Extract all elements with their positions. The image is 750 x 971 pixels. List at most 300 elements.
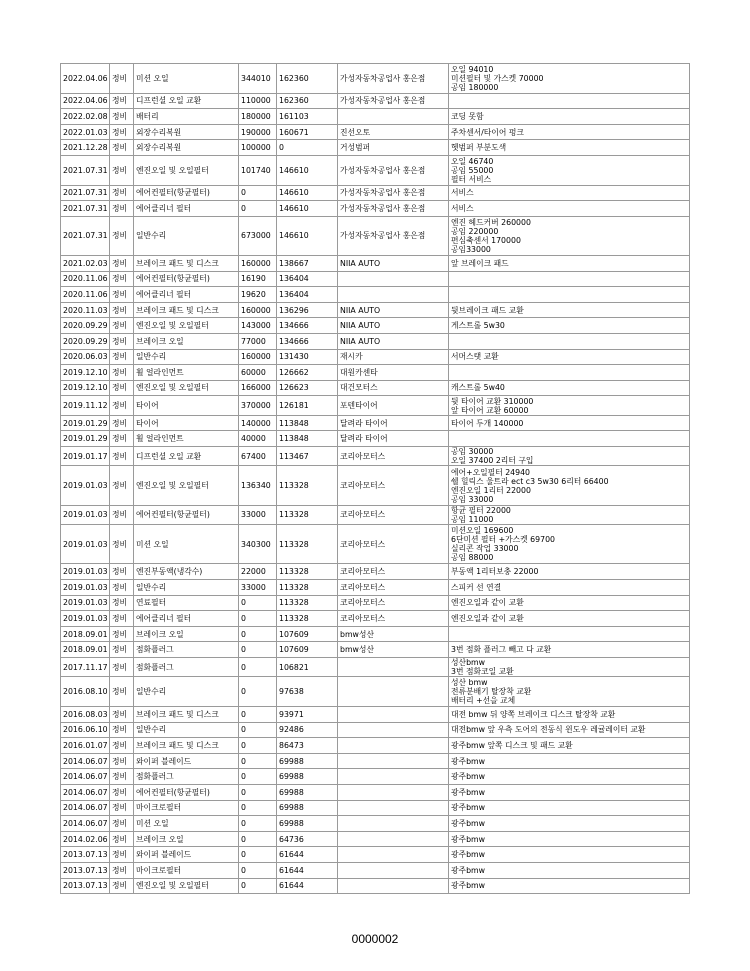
cell-item: 일반수리 xyxy=(134,216,239,255)
cell-cost: 0 xyxy=(239,878,277,894)
table-row xyxy=(61,525,690,564)
cell-date: 2020.06.03 xyxy=(61,349,110,365)
table-row xyxy=(61,878,690,894)
cell-km: 113848 xyxy=(277,431,338,447)
cell-shop: 가성자동차공업사 홍은점 xyxy=(338,185,449,201)
cell-date: 2019.01.03 xyxy=(61,579,110,595)
cell-type: 정비 xyxy=(110,302,134,318)
cell-cost: 0 xyxy=(239,595,277,611)
cell-cost: 0 xyxy=(239,862,277,878)
cell-type: 정비 xyxy=(110,415,134,431)
cell-cost: 0 xyxy=(239,677,277,707)
cell-km: 86473 xyxy=(277,738,338,754)
table-row xyxy=(61,738,690,754)
cell-note xyxy=(449,287,690,303)
cell-note: 코딩 못함 xyxy=(449,109,690,125)
cell-date: 2016.01.07 xyxy=(61,738,110,754)
cell-item: 엔진오일 및 오일필터 xyxy=(134,318,239,334)
table-row xyxy=(61,505,690,525)
cell-cost: 370000 xyxy=(239,396,277,416)
table-row xyxy=(61,431,690,447)
cell-item: 엔진오일 및 오일필터 xyxy=(134,878,239,894)
table-row xyxy=(61,769,690,785)
cell-item: 에어클리너 필터 xyxy=(134,201,239,217)
cell-cost: 60000 xyxy=(239,365,277,381)
cell-cost: 67400 xyxy=(239,446,277,466)
cell-date: 2019.11.12 xyxy=(61,396,110,416)
cell-date: 2022.04.06 xyxy=(61,64,110,94)
table-row xyxy=(61,722,690,738)
table-row xyxy=(61,396,690,416)
cell-type: 정비 xyxy=(110,642,134,658)
table-row xyxy=(61,466,690,505)
cell-shop: 코리아모터스 xyxy=(338,525,449,564)
cell-cost: 0 xyxy=(239,707,277,723)
cell-note: 광주bmw xyxy=(449,753,690,769)
cell-shop: 가성자동차공업사 홍은점 xyxy=(338,64,449,94)
cell-cost: 0 xyxy=(239,657,277,677)
cell-date: 2019.01.03 xyxy=(61,466,110,505)
cell-km: 69988 xyxy=(277,769,338,785)
cell-date: 2019.01.03 xyxy=(61,595,110,611)
cell-item: 점화플러그 xyxy=(134,657,239,677)
cell-cost: 0 xyxy=(239,642,277,658)
cell-date: 2020.09.29 xyxy=(61,318,110,334)
cell-item: 브레이크 패드 및 디스크 xyxy=(134,255,239,271)
cell-date: 2014.06.07 xyxy=(61,784,110,800)
cell-shop: NIIA AUTO xyxy=(338,318,449,334)
cell-km: 113328 xyxy=(277,525,338,564)
cell-shop xyxy=(338,657,449,677)
cell-km: 126623 xyxy=(277,380,338,396)
cell-type: 정비 xyxy=(110,380,134,396)
cell-shop xyxy=(338,287,449,303)
cell-item: 타이어 xyxy=(134,396,239,416)
cell-shop: bmw성산 xyxy=(338,642,449,658)
cell-item: 일반수리 xyxy=(134,349,239,365)
cell-note: 성산 bmw 전류분배기 탈장착 교환 배터리 +선을 교체 xyxy=(449,677,690,707)
cell-km: 69988 xyxy=(277,753,338,769)
cell-note: 공임 30000 오일 37400 2리터 구입 xyxy=(449,446,690,466)
cell-type: 정비 xyxy=(110,287,134,303)
cell-item: 연료필터 xyxy=(134,595,239,611)
cell-type: 정비 xyxy=(110,140,134,156)
table-row xyxy=(61,302,690,318)
cell-cost: 19620 xyxy=(239,287,277,303)
table-row xyxy=(61,862,690,878)
cell-date: 2019.01.29 xyxy=(61,415,110,431)
cell-item: 미션 오일 xyxy=(134,525,239,564)
cell-cost: 100000 xyxy=(239,140,277,156)
table-row xyxy=(61,349,690,365)
cell-type: 정비 xyxy=(110,185,134,201)
cell-km: 61644 xyxy=(277,878,338,894)
table-row xyxy=(61,564,690,580)
cell-note: 타이어 두개 140000 xyxy=(449,415,690,431)
cell-note: 오일 94010 미션필터 및 가스켓 70000 공임 180000 xyxy=(449,64,690,94)
cell-type: 정비 xyxy=(110,816,134,832)
cell-km: 97638 xyxy=(277,677,338,707)
cell-km: 161103 xyxy=(277,109,338,125)
cell-item: 점화플러그 xyxy=(134,642,239,658)
cell-date: 2020.11.06 xyxy=(61,287,110,303)
cell-cost: 0 xyxy=(239,800,277,816)
cell-type: 정비 xyxy=(110,93,134,109)
cell-shop: 포텐타이어 xyxy=(338,396,449,416)
cell-date: 2022.01.03 xyxy=(61,124,110,140)
cell-date: 2021.07.31 xyxy=(61,201,110,217)
cell-type: 정비 xyxy=(110,216,134,255)
cell-shop xyxy=(338,753,449,769)
cell-shop: 대원카센타 xyxy=(338,365,449,381)
cell-date: 2019.01.03 xyxy=(61,611,110,627)
cell-date: 2014.06.07 xyxy=(61,816,110,832)
cell-type: 정비 xyxy=(110,155,134,185)
cell-cost: 143000 xyxy=(239,318,277,334)
cell-shop: 가성자동차공업사 홍은점 xyxy=(338,155,449,185)
cell-type: 정비 xyxy=(110,64,134,94)
cell-date: 2014.02.06 xyxy=(61,831,110,847)
cell-type: 정비 xyxy=(110,124,134,140)
cell-date: 2019.01.03 xyxy=(61,525,110,564)
table-row xyxy=(61,255,690,271)
maintenance-log-body xyxy=(61,64,690,894)
cell-date: 2013.07.13 xyxy=(61,878,110,894)
cell-note: 광주bmw xyxy=(449,769,690,785)
cell-date: 2014.06.07 xyxy=(61,769,110,785)
cell-date: 2018.09.01 xyxy=(61,642,110,658)
cell-date: 2016.08.10 xyxy=(61,677,110,707)
cell-date: 2014.06.07 xyxy=(61,800,110,816)
cell-item: 휠 얼라인먼트 xyxy=(134,365,239,381)
cell-date: 2022.04.06 xyxy=(61,93,110,109)
cell-cost: 0 xyxy=(239,626,277,642)
cell-note: 광주bmw xyxy=(449,816,690,832)
cell-type: 정비 xyxy=(110,271,134,287)
cell-shop xyxy=(338,878,449,894)
cell-item: 브레이크 패드 및 디스크 xyxy=(134,707,239,723)
cell-cost: 673000 xyxy=(239,216,277,255)
table-row xyxy=(61,109,690,125)
cell-cost: 0 xyxy=(239,753,277,769)
cell-note xyxy=(449,431,690,447)
cell-type: 정비 xyxy=(110,109,134,125)
table-row xyxy=(61,287,690,303)
cell-date: 2021.02.03 xyxy=(61,255,110,271)
table-row xyxy=(61,800,690,816)
cell-cost: 0 xyxy=(239,722,277,738)
cell-km: 136404 xyxy=(277,271,338,287)
cell-item: 타이어 xyxy=(134,415,239,431)
cell-shop: 가성자동차공업사 홍은점 xyxy=(338,216,449,255)
table-row xyxy=(61,611,690,627)
cell-km: 146610 xyxy=(277,155,338,185)
cell-shop xyxy=(338,784,449,800)
cell-km: 113328 xyxy=(277,564,338,580)
cell-item: 휠 얼라인먼트 xyxy=(134,431,239,447)
cell-cost: 160000 xyxy=(239,255,277,271)
cell-item: 엔진오일 및 오일필터 xyxy=(134,380,239,396)
cell-cost: 340300 xyxy=(239,525,277,564)
cell-shop: 코리아모터스 xyxy=(338,505,449,525)
cell-item: 와이퍼 블레이드 xyxy=(134,753,239,769)
cell-type: 정비 xyxy=(110,349,134,365)
cell-shop: 재시카 xyxy=(338,349,449,365)
cell-cost: 180000 xyxy=(239,109,277,125)
cell-note: 광주bmw xyxy=(449,831,690,847)
cell-type: 정비 xyxy=(110,318,134,334)
cell-shop: bmw성산 xyxy=(338,626,449,642)
table-row xyxy=(61,816,690,832)
cell-note: 서비스 xyxy=(449,185,690,201)
table-row xyxy=(61,579,690,595)
cell-date: 2022.02.08 xyxy=(61,109,110,125)
cell-km: 107609 xyxy=(277,626,338,642)
cell-item: 디프런셜 오일 교환 xyxy=(134,446,239,466)
cell-note: 광주bmw xyxy=(449,847,690,863)
table-row xyxy=(61,657,690,677)
cell-date: 2013.07.13 xyxy=(61,862,110,878)
table-row xyxy=(61,446,690,466)
cell-km: 113328 xyxy=(277,505,338,525)
cell-item: 배터리 xyxy=(134,109,239,125)
table-row xyxy=(61,626,690,642)
cell-shop: 진선오토 xyxy=(338,124,449,140)
cell-note: 광주bmw xyxy=(449,878,690,894)
cell-shop: NIIA AUTO xyxy=(338,302,449,318)
cell-type: 정비 xyxy=(110,255,134,271)
cell-note xyxy=(449,365,690,381)
table-row xyxy=(61,677,690,707)
table-row xyxy=(61,185,690,201)
cell-cost: 0 xyxy=(239,847,277,863)
cell-type: 정비 xyxy=(110,595,134,611)
cell-item: 브레이크 오일 xyxy=(134,626,239,642)
cell-date: 2020.11.03 xyxy=(61,302,110,318)
cell-item: 엔진오일 및 오일필터 xyxy=(134,466,239,505)
cell-cost: 190000 xyxy=(239,124,277,140)
table-row xyxy=(61,831,690,847)
cell-date: 2021.07.31 xyxy=(61,216,110,255)
cell-cost: 160000 xyxy=(239,349,277,365)
cell-shop: 코리아모터스 xyxy=(338,466,449,505)
cell-shop xyxy=(338,831,449,847)
cell-note: 부동액 1리터보충 22000 xyxy=(449,564,690,580)
cell-km: 162360 xyxy=(277,64,338,94)
table-row xyxy=(61,124,690,140)
cell-shop: 달려라 타이어 xyxy=(338,431,449,447)
cell-note: 미션오일 169600 6단미션 필터 +가스켓 69700 실리콘 작업 33000 공임 88000 xyxy=(449,525,690,564)
table-row xyxy=(61,707,690,723)
cell-shop xyxy=(338,816,449,832)
cell-type: 정비 xyxy=(110,525,134,564)
cell-km: 69988 xyxy=(277,800,338,816)
cell-cost: 40000 xyxy=(239,431,277,447)
cell-km: 61644 xyxy=(277,862,338,878)
page-number: 0000002 xyxy=(351,932,399,946)
table-row xyxy=(61,64,690,94)
cell-km: 113328 xyxy=(277,466,338,505)
cell-note: 3번 점화 플러그 빼고 다 교환 xyxy=(449,642,690,658)
cell-note: 앞 브레이크 패드 xyxy=(449,255,690,271)
cell-km: 107609 xyxy=(277,642,338,658)
cell-type: 정비 xyxy=(110,431,134,447)
cell-cost: 33000 xyxy=(239,579,277,595)
cell-note: 대전 bmw 뒤 양쪽 브레이크 디스크 탈장착 교환 xyxy=(449,707,690,723)
cell-shop xyxy=(338,847,449,863)
cell-date: 2019.01.03 xyxy=(61,505,110,525)
cell-item: 점화플러그 xyxy=(134,769,239,785)
cell-item: 에어컨필터(항균필터) xyxy=(134,784,239,800)
cell-item: 일반수리 xyxy=(134,722,239,738)
cell-shop xyxy=(338,271,449,287)
cell-km: 113848 xyxy=(277,415,338,431)
cell-km: 146610 xyxy=(277,185,338,201)
cell-km: 113328 xyxy=(277,595,338,611)
cell-shop xyxy=(338,707,449,723)
table-row xyxy=(61,784,690,800)
cell-date: 2019.01.17 xyxy=(61,446,110,466)
cell-item: 엔진오일 및 오일필터 xyxy=(134,155,239,185)
cell-km: 136404 xyxy=(277,287,338,303)
cell-item: 와이퍼 블레이드 xyxy=(134,847,239,863)
cell-shop: NIIA AUTO xyxy=(338,333,449,349)
table-row xyxy=(61,140,690,156)
table-row xyxy=(61,201,690,217)
cell-type: 정비 xyxy=(110,862,134,878)
cell-note: 엔진오일과 같이 교환 xyxy=(449,595,690,611)
table-row xyxy=(61,271,690,287)
cell-item: 에어클리너 필터 xyxy=(134,287,239,303)
table-row xyxy=(61,847,690,863)
cell-cost: 0 xyxy=(239,784,277,800)
cell-shop xyxy=(338,722,449,738)
cell-item: 일반수리 xyxy=(134,677,239,707)
cell-km: 64736 xyxy=(277,831,338,847)
cell-item: 에어클리너 필터 xyxy=(134,611,239,627)
cell-item: 미션 오일 xyxy=(134,816,239,832)
cell-km: 93971 xyxy=(277,707,338,723)
cell-item: 외장수리복원 xyxy=(134,124,239,140)
cell-km: 134666 xyxy=(277,318,338,334)
table-row xyxy=(61,333,690,349)
cell-date: 2016.06.10 xyxy=(61,722,110,738)
cell-cost: 16190 xyxy=(239,271,277,287)
cell-note: 스피커 선 연결 xyxy=(449,579,690,595)
cell-km: 61644 xyxy=(277,847,338,863)
cell-note: 광주bmw xyxy=(449,784,690,800)
cell-cost: 0 xyxy=(239,816,277,832)
cell-shop: 코리아모터스 xyxy=(338,564,449,580)
cell-note: 뒷 타이어 교환 310000 앞 타이어 교환 60000 xyxy=(449,396,690,416)
cell-km: 126662 xyxy=(277,365,338,381)
cell-type: 정비 xyxy=(110,769,134,785)
cell-type: 정비 xyxy=(110,707,134,723)
cell-shop: 코리아모터스 xyxy=(338,446,449,466)
cell-cost: 344010 xyxy=(239,64,277,94)
cell-cost: 160000 xyxy=(239,302,277,318)
cell-item: 외장수리복원 xyxy=(134,140,239,156)
cell-note: 게스트롤 5w30 xyxy=(449,318,690,334)
cell-type: 정비 xyxy=(110,505,134,525)
cell-type: 정비 xyxy=(110,365,134,381)
cell-type: 정비 xyxy=(110,657,134,677)
cell-cost: 77000 xyxy=(239,333,277,349)
cell-km: 136296 xyxy=(277,302,338,318)
cell-note: 항균 필터 22000 공임 11000 xyxy=(449,505,690,525)
cell-note: 에어+오일필터 24940 쉘 힐릭스 울트라 ect c3 5w30 6리터 66400 엔진오일 1리터 22000 공임 33000 xyxy=(449,466,690,505)
cell-shop: 코리아모터스 xyxy=(338,595,449,611)
cell-type: 정비 xyxy=(110,446,134,466)
cell-type: 정비 xyxy=(110,201,134,217)
table-row xyxy=(61,216,690,255)
cell-date: 2021.07.31 xyxy=(61,155,110,185)
table-row xyxy=(61,415,690,431)
cell-shop xyxy=(338,800,449,816)
cell-date: 2019.12.10 xyxy=(61,380,110,396)
cell-date: 2020.09.29 xyxy=(61,333,110,349)
cell-type: 정비 xyxy=(110,611,134,627)
cell-type: 정비 xyxy=(110,579,134,595)
cell-note: 캐스트롤 5w40 xyxy=(449,380,690,396)
cell-cost: 0 xyxy=(239,831,277,847)
cell-shop xyxy=(338,109,449,125)
cell-km: 0 xyxy=(277,140,338,156)
cell-note: 서비스 xyxy=(449,201,690,217)
cell-shop xyxy=(338,738,449,754)
cell-type: 정비 xyxy=(110,831,134,847)
cell-item: 디프런셜 오일 교환 xyxy=(134,93,239,109)
cell-km: 106821 xyxy=(277,657,338,677)
cell-date: 2019.01.03 xyxy=(61,564,110,580)
cell-date: 2020.11.06 xyxy=(61,271,110,287)
table-row xyxy=(61,595,690,611)
cell-item: 에어컨필터(항균필터) xyxy=(134,505,239,525)
cell-km: 113328 xyxy=(277,611,338,627)
cell-cost: 22000 xyxy=(239,564,277,580)
cell-type: 정비 xyxy=(110,677,134,707)
cell-km: 69988 xyxy=(277,784,338,800)
cell-km: 160671 xyxy=(277,124,338,140)
cell-km: 69988 xyxy=(277,816,338,832)
cell-km: 126181 xyxy=(277,396,338,416)
cell-date: 2016.08.03 xyxy=(61,707,110,723)
cell-note: 서머스탯 교환 xyxy=(449,349,690,365)
cell-note: 오일 46740 공임 55000 필터 서비스 xyxy=(449,155,690,185)
cell-cost: 0 xyxy=(239,611,277,627)
cell-km: 113328 xyxy=(277,579,338,595)
cell-item: 마이크로필터 xyxy=(134,862,239,878)
cell-note xyxy=(449,93,690,109)
cell-type: 정비 xyxy=(110,753,134,769)
cell-shop: 거성범퍼 xyxy=(338,140,449,156)
cell-type: 정비 xyxy=(110,784,134,800)
cell-km: 113467 xyxy=(277,446,338,466)
cell-type: 정비 xyxy=(110,564,134,580)
cell-date: 2014.06.07 xyxy=(61,753,110,769)
cell-item: 브레이크 오일 xyxy=(134,831,239,847)
cell-cost: 0 xyxy=(239,738,277,754)
cell-shop: NIIA AUTO xyxy=(338,255,449,271)
cell-note: 대전bmw 앞 우측 도어의 전동식 윈도우 레귤레이터 교환 xyxy=(449,722,690,738)
cell-date: 2017.11.17 xyxy=(61,657,110,677)
cell-type: 정비 xyxy=(110,847,134,863)
table-row xyxy=(61,155,690,185)
cell-type: 정비 xyxy=(110,800,134,816)
cell-shop: 코리아모터스 xyxy=(338,579,449,595)
cell-type: 정비 xyxy=(110,466,134,505)
cell-cost: 101740 xyxy=(239,155,277,185)
